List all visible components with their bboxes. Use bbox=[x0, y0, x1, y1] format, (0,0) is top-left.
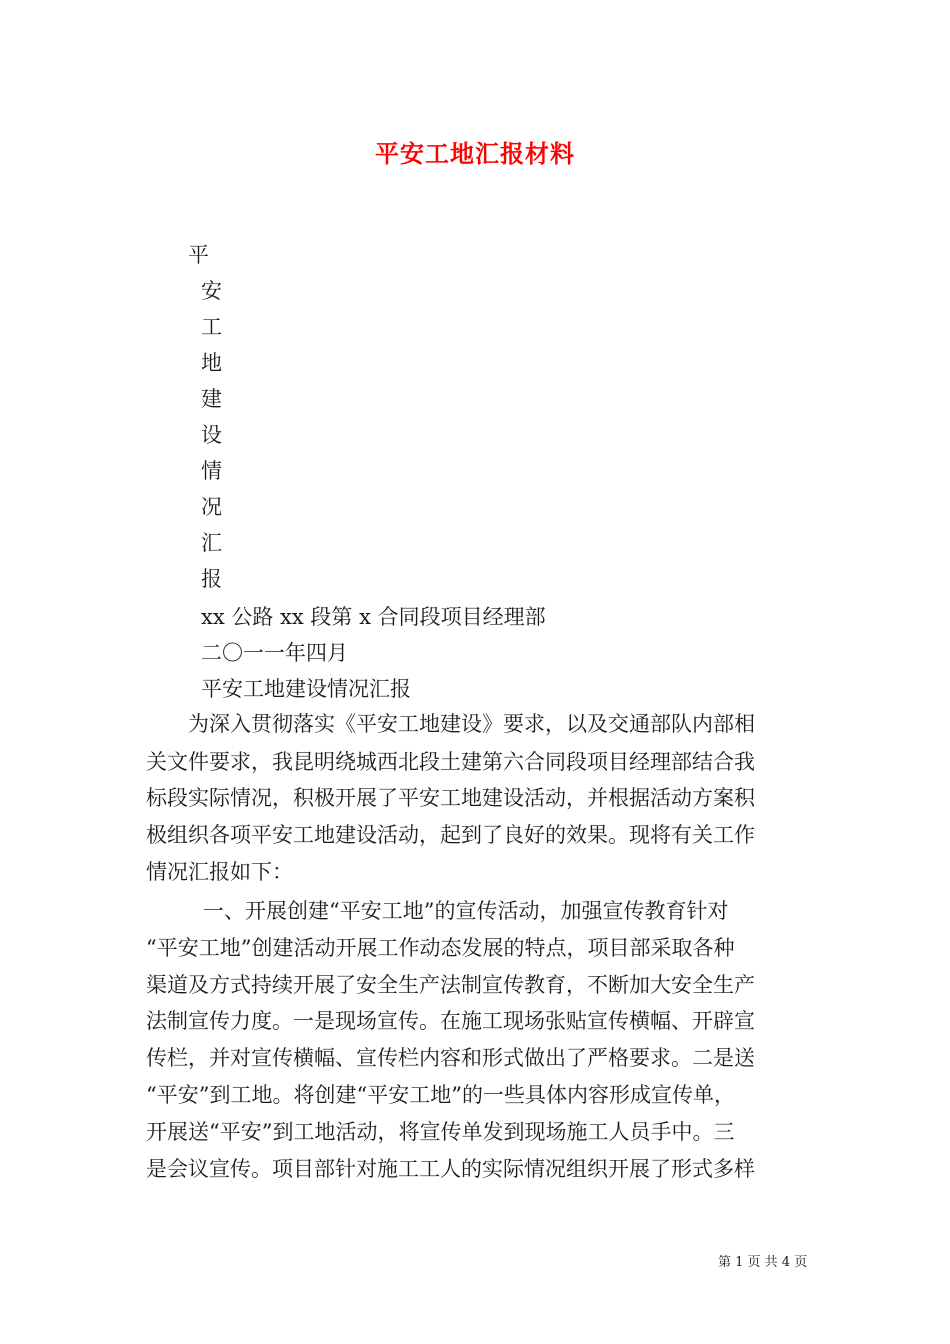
date-line: 二〇一一年四月 bbox=[201, 641, 348, 665]
paragraph-line: 标段实际情况，积极开展了平安工地建设活动，并根据活动方案积 bbox=[146, 786, 755, 810]
paragraph-line: “平安”到工地。将创建“平安工地”的一些具体内容形成宣传单， bbox=[146, 1083, 735, 1107]
paragraph-line: 关文件要求，我昆明绕城西北段土建第六合同段项目经理部结合我 bbox=[146, 750, 755, 774]
subtitle-line: 平安工地建设情况汇报 bbox=[201, 677, 411, 701]
paragraph-line: 法制宣传力度。一是现场宣传。在施工现场张贴宣传横幅、开辟宣 bbox=[146, 1009, 755, 1033]
paragraph-line: 极组织各项平安工地建设活动，起到了良好的效果。现将有关工作 bbox=[146, 823, 755, 847]
vertical-char: 情 bbox=[201, 459, 222, 483]
org-line: xx 公路 xx 段第 x 合同段项目经理部 bbox=[201, 605, 546, 629]
vertical-char: 设 bbox=[201, 423, 222, 447]
paragraph-line: 为深入贯彻落实《平安工地建设》要求，以及交通部队内部相 bbox=[188, 712, 755, 736]
vertical-char: 安 bbox=[201, 279, 222, 303]
paragraph-line: 渠道及方式持续开展了安全生产法制宣传教育，不断加大安全生产 bbox=[146, 973, 755, 997]
paragraph-line: “平安工地”创建活动开展工作动态发展的特点，项目部采取各种 bbox=[146, 936, 735, 960]
paragraph-line: 一、开展创建“平安工地”的宣传活动，加强宣传教育针对 bbox=[203, 899, 729, 923]
vertical-char: 平 bbox=[188, 243, 209, 267]
vertical-char: 汇 bbox=[201, 531, 222, 555]
document-title: 平安工地汇报材料 bbox=[375, 139, 575, 168]
vertical-char: 建 bbox=[201, 387, 222, 411]
vertical-char: 工 bbox=[201, 315, 222, 339]
paragraph-line: 情况汇报如下： bbox=[146, 860, 293, 884]
vertical-char: 报 bbox=[201, 567, 222, 591]
vertical-char: 地 bbox=[201, 351, 222, 375]
page-number-footer: 第 1 页 共 4 页 bbox=[718, 1255, 808, 1270]
paragraph-line: 开展送“平安”到工地活动，将宣传单发到现场施工人员手中。三 bbox=[146, 1120, 735, 1144]
paragraph-line: 是会议宣传。项目部针对施工工人的实际情况组织开展了形式多样 bbox=[146, 1157, 755, 1181]
paragraph-line: 传栏，并对宣传横幅、宣传栏内容和形式做出了严格要求。二是送 bbox=[146, 1046, 755, 1070]
vertical-char: 况 bbox=[201, 495, 222, 519]
